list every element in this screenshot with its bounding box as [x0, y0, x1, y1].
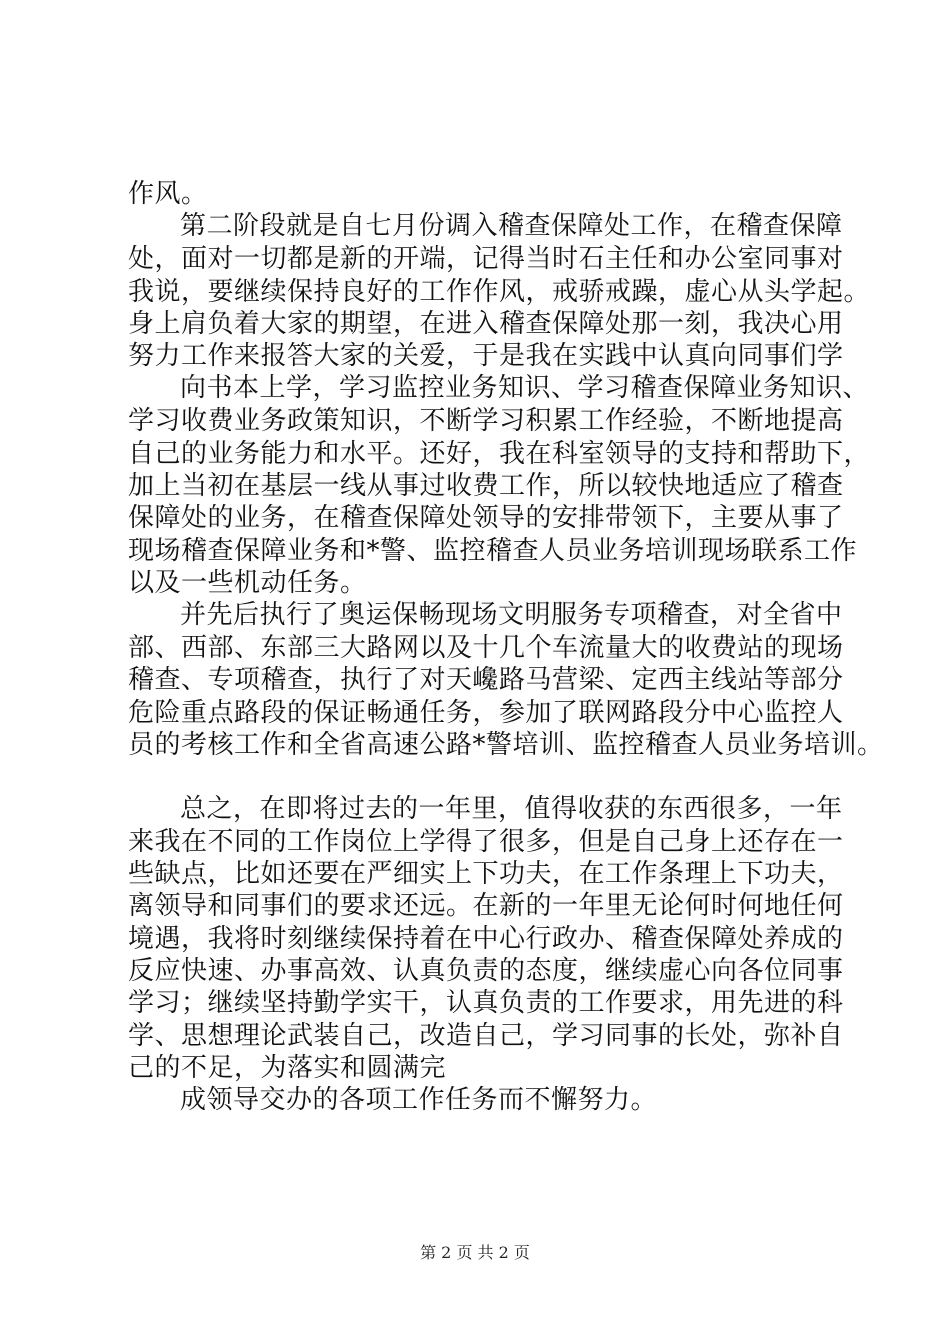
text-line: 稽查、专项稽查，执行了对天巉路马营梁、定西主线站等部分	[128, 665, 844, 695]
text-line: 加上当初在基层一线从事过收费工作，所以较快地适应了稽查	[128, 471, 844, 501]
text-line: 保障处的业务，在稽查保障处领导的安排带领下，主要从事了	[128, 503, 844, 533]
text-line: 向书本上学，学习监控业务知识、学习稽查保障业务知识、	[180, 373, 870, 403]
text-line: 成领导交办的各项工作任务而不懈努力。	[180, 1085, 658, 1115]
text-line: 员的考核工作和全省高速公路*警培训、监控稽查人员业务培训。	[128, 730, 884, 760]
text-line: 来我在不同的工作岗位上学得了很多，但是自己身上还存在一	[128, 827, 844, 857]
text-line: 离领导和同事们的要求还远。在新的一年里无论何时何地任何	[128, 891, 844, 921]
text-line: 自己的业务能力和水平。还好，我在科室领导的支持和帮助下，	[128, 439, 871, 469]
text-line: 我说，要继续保持良好的工作作风，戒骄戒躁，虚心从头学起。	[128, 277, 871, 307]
text-line: 努力工作来报答大家的关爱，于是我在实践中认真向同事们学	[128, 341, 844, 371]
text-line: 境遇，我将时刻继续保持着在中心行政办、稽查保障处养成的	[128, 924, 844, 954]
text-line: 部、西部、东部三大路网以及十几个车流量大的收费站的现场	[128, 633, 844, 663]
text-line: 总之，在即将过去的一年里，值得收获的东西很多，一年	[180, 794, 843, 824]
text-line: 第二阶段就是自七月份调入稽查保障处工作，在稽查保障	[180, 211, 843, 241]
text-line: 以及一些机动任务。	[128, 568, 367, 598]
text-line: 反应快速、办事高效、认真负责的态度，继续虚心向各位同事	[128, 956, 844, 986]
text-line: 些缺点，比如还要在严细实上下功夫，在工作条理上下功夫，	[128, 859, 844, 889]
text-line: 作风。	[128, 179, 208, 209]
text-line: 学习收费业务政策知识，不断学习积累工作经验，不断地提高	[128, 406, 844, 436]
text-line: 处，面对一切都是新的开端，记得当时石主任和办公室同事对	[128, 244, 844, 274]
text-line: 危险重点路段的保证畅通任务，参加了联网路段分中心监控人	[128, 698, 844, 728]
text-line: 学、思想理论武装自己，改造自己，学习同事的长处，弥补自	[128, 1021, 844, 1051]
text-line: 己的不足，为落实和圆满完	[128, 1053, 447, 1083]
text-line: 身上肩负着大家的期望，在进入稽查保障处那一刻，我决心用	[128, 309, 844, 339]
text-line: 并先后执行了奥运保畅现场文明服务专项稽查，对全省中	[180, 600, 843, 630]
page-number-footer: 第 2 页 共 2 页	[420, 1243, 530, 1262]
text-line: 现场稽查保障业务和*警、监控稽查人员业务培训现场联系工作	[128, 536, 858, 566]
text-line: 学习；继续坚持勤学实干，认真负责的工作要求，用先进的科	[128, 988, 844, 1018]
